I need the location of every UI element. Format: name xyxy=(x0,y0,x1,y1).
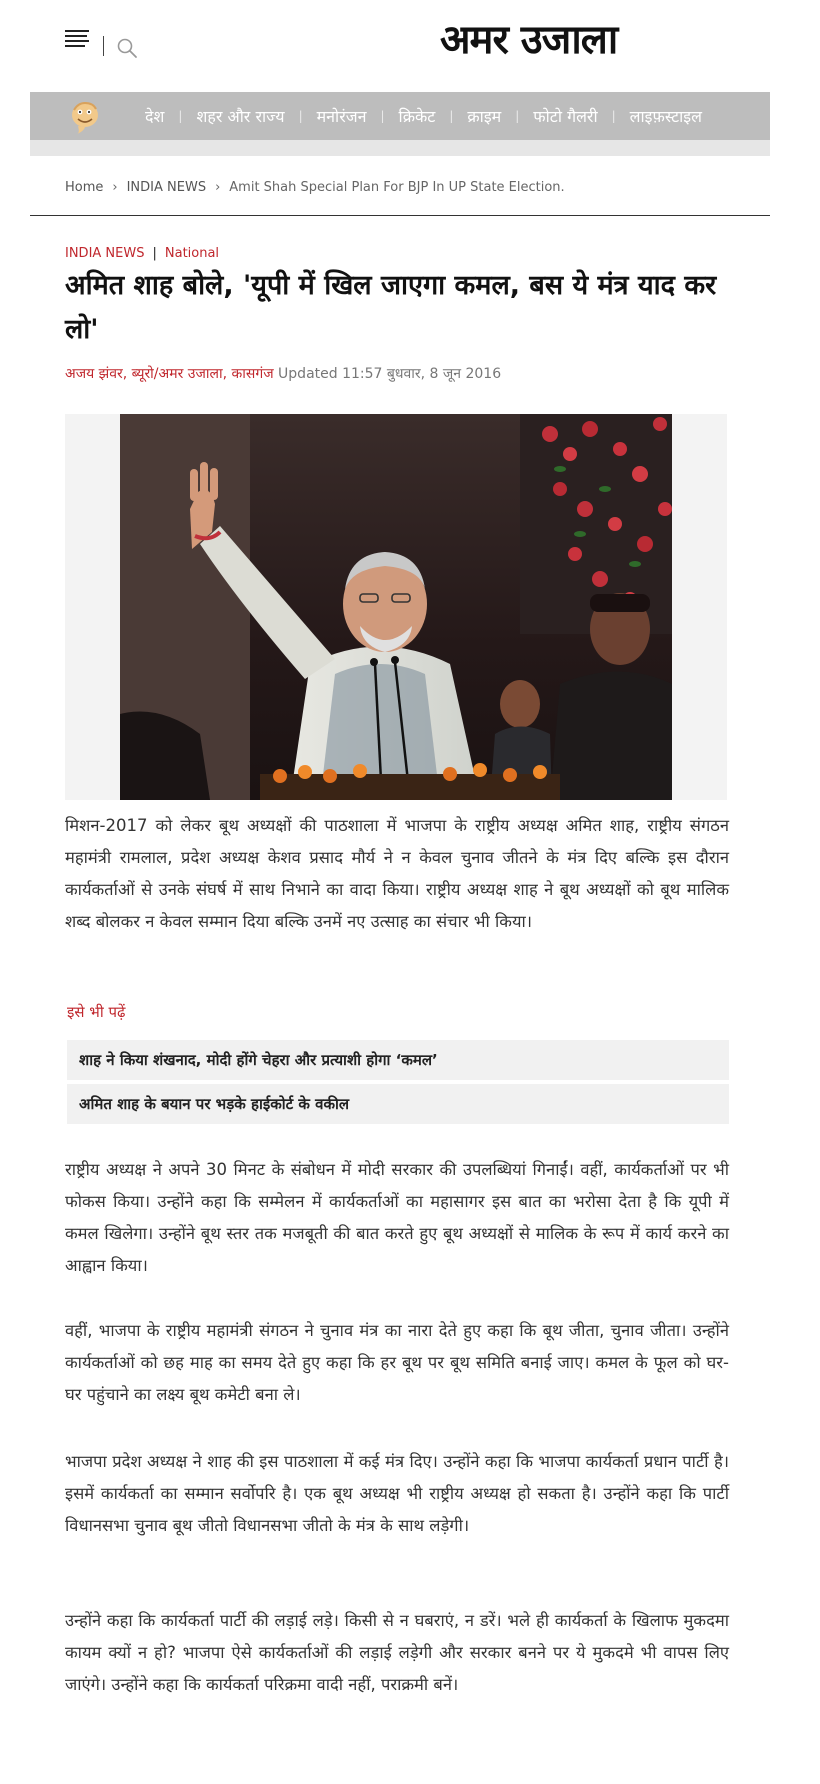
nav-separator: | xyxy=(178,109,183,123)
chevron-right-icon: › xyxy=(215,180,221,195)
article-paragraph: राष्ट्रीय अध्यक्ष ने अपने 30 मिनट के संबोधन में मोदी सरकार की उपलब्धियां गिनाईं। वहीं, कार्यकर्ताओं पर भी फोकस किया। उन्होंने कहा कि सम्मेलन में कार्यकर्ताओं का महासागर इस बात का भरोसा देता है कि यूपी में कमल खिलेगा। उन्होंने बूथ स्तर तक मजबूती की बात करते हुए बूथ अध्यक्षों से मालिक के रूप में कार्य करने का आह्वान किया। xyxy=(65,1160,729,1275)
byline-timestamp: 11:57 बुधवार, 8 जून 2016 xyxy=(342,366,502,382)
nav-item-desh[interactable]: देश xyxy=(145,107,165,126)
also-read-label: इसे भी पढ़ें xyxy=(67,1003,126,1021)
breadcrumb-india-news[interactable]: INDIA NEWS xyxy=(126,180,207,195)
nav-separator: | xyxy=(380,109,385,123)
site-header xyxy=(0,0,820,92)
article-categories xyxy=(65,246,219,261)
hamburger-icon[interactable] xyxy=(65,30,89,50)
nav-separator: | xyxy=(611,109,616,123)
nav-item-photo-gallery[interactable]: फोटो गैलरी xyxy=(533,107,598,126)
article-headline: अमित शाह बोले, 'यूपी में खिल जाएगा कमल, बस ये मंत्र याद कर लो' xyxy=(65,270,717,345)
search-icon[interactable] xyxy=(116,37,138,59)
nav-item-lifestyle[interactable]: लाइफ़स्टाइल xyxy=(629,107,702,126)
nav-separator: | xyxy=(298,109,303,123)
nav-items xyxy=(145,92,702,140)
related-article-link[interactable]: अमित शाह के बयान पर भड़के हाईकोर्ट के वकील xyxy=(67,1084,729,1124)
category-national[interactable]: National xyxy=(164,246,220,261)
category-separator: | xyxy=(152,246,157,261)
nav-item-shahar-aur-rajya[interactable]: शहर और राज्य xyxy=(196,107,285,126)
header-divider xyxy=(103,36,104,56)
article-paragraph: भाजपा प्रदेश अध्यक्ष ने शाह की इस पाठशाला में कई मंत्र दिए। उन्होंने कहा कि भाजपा कार्यकर्ता प्रधान पार्टी है। इसमें कार्यकर्ता का सम्मान सर्वोपरि है। एक बूथ अध्यक्ष भी राष्ट्रीय अध्यक्ष हो सकता है। उन्होंने कहा कि पार्टी विधानसभा चुनाव बूथ जीतो विधानसभा जीतो के मंत्र के साथ लड़ेगी। xyxy=(65,1452,729,1535)
breadcrumb-home[interactable]: Home xyxy=(65,180,104,195)
article-byline xyxy=(65,364,501,383)
article-photo[interactable] xyxy=(120,414,672,800)
article-paragraph: वहीं, भाजपा के राष्ट्रीय महामंत्री संगठन ने चुनाव मंत्र का नारा देते हुए कहा कि बूथ जीता, चुनाव जीता। उन्होंने कार्यकर्ताओं को छह माह का समय देते हुए कहा कि हर बूथ पर बूथ समिति बनाई जाए। कमल के फूल को घर-घर पहुंचाने का लक्ष्य बूथ कमेटी बना ले। xyxy=(65,1321,729,1404)
nav-item-manoranjan[interactable]: मनोरंजन xyxy=(316,107,367,126)
category-india-news[interactable]: INDIA NEWS xyxy=(65,246,145,261)
breadcrumb xyxy=(65,180,565,195)
article-paragraph: उन्होंने कहा कि कार्यकर्ता पार्टी की लड़ाई लड़े। किसी से न घबराएं, न डरें। भले ही कार्यकर्ता के खिलाफ मुकदमा कायम क्यों न हो? भाजपा ऐसे कार्यकर्ताओं की लड़ाई लड़ेगी और सरकार बनने पर ये मुकदमे भी वापस लिए जाएंगे। उन्होंने कहा कि कार्यकर्ता परिक्रमा वादी नहीं, पराक्रमी बनें। xyxy=(65,1611,729,1694)
article-image-container xyxy=(65,414,727,800)
site-logo[interactable]: अमर उजाला xyxy=(440,17,618,63)
nav-item-crime[interactable]: क्राइम xyxy=(467,107,502,126)
nav-subbar xyxy=(30,140,770,156)
breadcrumb-current: Amit Shah Special Plan For BJP In UP State Election. xyxy=(229,180,565,195)
mascot-icon[interactable] xyxy=(68,100,102,134)
byline-author[interactable]: अजय झंवर, ब्यूरो/अमर उजाला, कासगंज xyxy=(65,366,274,382)
article-paragraph: मिशन-2017 को लेकर बूथ अध्यक्षों की पाठशाला में भाजपा के राष्ट्रीय अध्यक्ष अमित शाह, राष्ट्रीय संगठन महामंत्री रामलाल, प्रदेश अध्यक्ष केशव प्रसाद मौर्य ने न केवल चुनाव जीतने के मंत्र दिए बल्कि इस दौरान कार्यकर्ताओं से उनके संघर्ष में साथ निभाने का वादा किया। राष्ट्रीय अध्यक्ष शाह ने बूथ अध्यक्षों को बूथ मालिक शब्द बोलकर न केवल सम्मान दिया बल्कि उनमें नए उत्साह का संचार भी किया। xyxy=(65,816,729,931)
nav-separator: | xyxy=(449,109,454,123)
chevron-right-icon: › xyxy=(112,180,118,195)
nav-separator: | xyxy=(515,109,520,123)
main-nav xyxy=(30,92,770,140)
related-article-link[interactable]: शाह ने किया शंखनाद, मोदी होंगे चेहरा और प्रत्याशी होगा ‘कमल’ xyxy=(67,1040,729,1080)
breadcrumb-divider xyxy=(30,215,770,216)
nav-item-cricket[interactable]: क्रिकेट xyxy=(398,107,436,126)
byline-updated-label: Updated xyxy=(278,366,338,382)
